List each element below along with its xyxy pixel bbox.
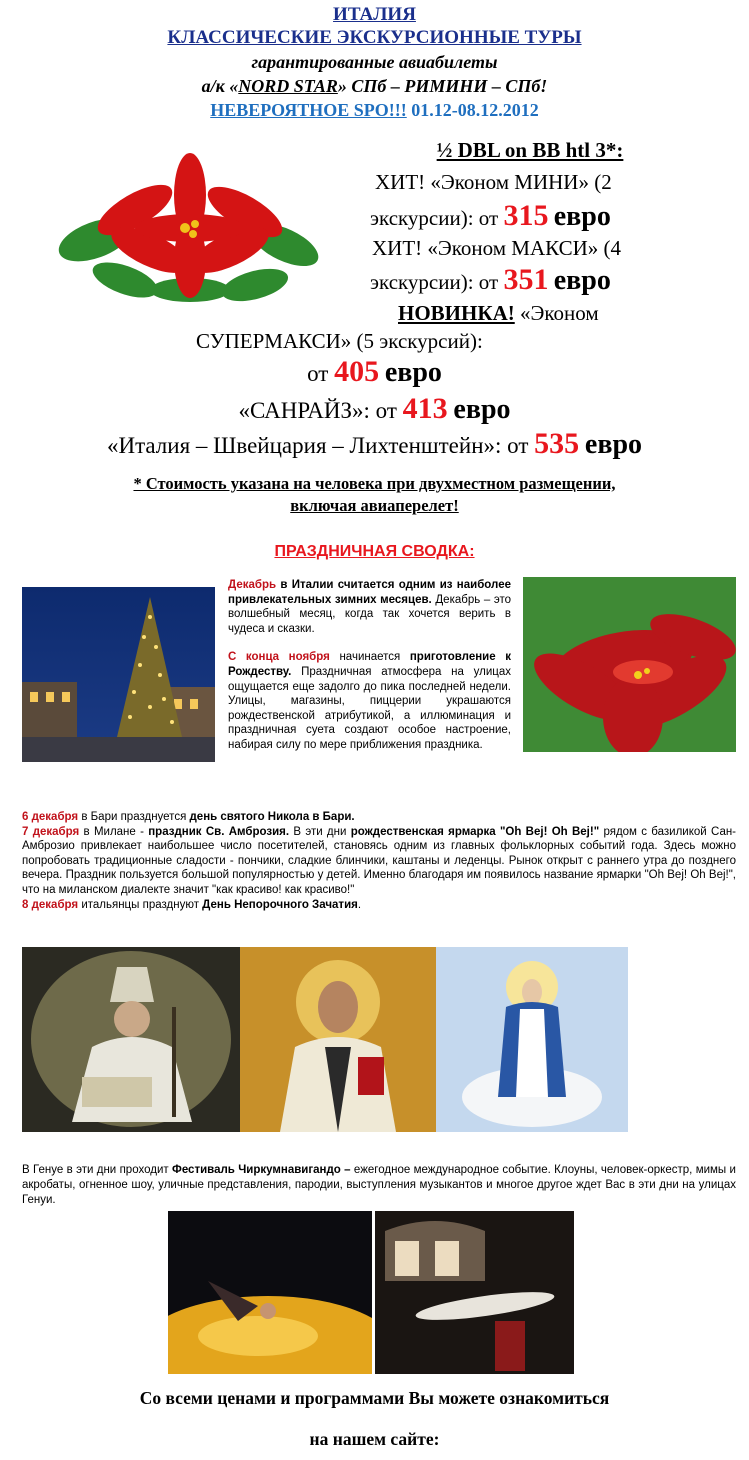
events-text xyxy=(22,810,736,912)
event-8-dec: 8 декабря итальянцы празднуют День Непорочного Зачатия. xyxy=(22,898,362,911)
poinsettia-image-top xyxy=(55,150,322,302)
saint-nicholas-image xyxy=(240,947,436,1132)
festival-performance-image xyxy=(375,1211,574,1374)
subtitle-tickets: гарантированные авиабилеты xyxy=(251,52,498,72)
offer-heading: ½ DBL on BB htl 3*: xyxy=(436,138,624,162)
offer-3-line-b: СУПЕРМАКСИ» (5 экскурсий): xyxy=(196,329,483,353)
subtitle-airline: а/к «NORD STAR» СПб – РИМИНИ – СПб! xyxy=(201,76,548,96)
december-text: Декабрь в Италии считается одним из наиболее привлекательных зимних месяцев. Декабрь – это волшебный месяц, когда так хочется верить в чудеса и сказки. С конца ноября начинается приготовление к Рождеству. Праздничная атмосфера на улицах ощущается еще задолго до пика последней недели. Улицы, магазины, пиццерии украшаются рождественской атрибутикой, а иллюминация и праздничная суета создают особое настроение, набирая силу по мере приближения праздника. xyxy=(228,579,511,751)
virgin-mary-image xyxy=(436,947,628,1132)
genoa-text: В Генуе в эти дни проходит Фестиваль Чиркумнавигандо – ежегодное международное событие. Клоуны, человек-оркестр, мимы и акробаты, огненное шоу, уличные представления, пародии, выступления музыкантов и многое другое ждет Вас в эти дни на улицах Генуи. xyxy=(22,1164,736,1206)
offer-4-line: «САНРАЙЗ»: от 413 евро xyxy=(238,392,511,425)
footer-line-1: Со всеми ценами и программами Вы можете ознакомиться xyxy=(139,1388,610,1408)
poinsettia-image-right xyxy=(523,577,736,752)
offer-4-price: 413 xyxy=(402,392,448,425)
offer-5-price: 535 xyxy=(534,427,580,460)
summary-title: ПРАЗДНИЧНАЯ СВОДКА: xyxy=(274,543,475,560)
event-6-dec: 6 декабря в Бари празднуется день святого Никола в Бари. xyxy=(22,811,355,823)
offer-3-line-a: НОВИНКА! «Эконом xyxy=(398,301,599,325)
offer-1-line-b: экскурсии): от 315 евро xyxy=(370,199,611,232)
saint-ambrose-image xyxy=(22,947,240,1132)
offer-1-price: 315 xyxy=(503,199,549,232)
offer-2-price: 351 xyxy=(503,263,549,296)
spo-line: НЕВЕРОЯТНОЕ SPO!!! 01.12-08.12.2012 xyxy=(210,100,539,120)
offer-3-line-c: от 405 евро xyxy=(307,355,442,388)
offer-1-line-a: ХИТ! «Эконом МИНИ» (2 xyxy=(375,170,612,194)
price-note: * Стоимость указана на человека при двухместном размещении, включая авиаперелет! xyxy=(133,474,616,515)
christmas-tree-image xyxy=(22,587,215,762)
spo-link[interactable]: НЕВЕРОЯТНОЕ SPO!!! xyxy=(210,100,407,120)
offer-5-line: «Италия – Швейцария – Лихтенштейн»: от 535 евро xyxy=(106,427,643,460)
festival-acrobat-image xyxy=(168,1211,372,1374)
footer-line-2: на нашем сайте: xyxy=(309,1429,440,1449)
offer-2-line-b: экскурсии): от 351 евро xyxy=(370,263,611,296)
event-7-dec: 7 декабря в Милане - праздник Св. Амброзия. В эти дни рождественская ярмарка "Oh Bej! Oh Bej!" рядом с базиликой Сан-Амброзио привлекает наибольшее число посетителей, становясь одним из главных фольклорных событий года. Здесь можно попробовать традиционные сладости - пончики, сладкие блинчики, каштаны и леденцы. Рынок открыт с раннего утра до позднего вечера. Праздник пользуется большой популярностью у детей. Именно благодаря им появилось название ярмарки "Oh Bej! Oh Bej!", что на миланском диалекте значит "как красиво! как красиво!" xyxy=(22,825,737,896)
title-italy: ИТАЛИЯ xyxy=(333,4,416,25)
offer-2-line-a: ХИТ! «Эконом МАКСИ» (4 xyxy=(372,236,622,260)
title-tours: КЛАССИЧЕСКИЕ ЭКСКУРСИОННЫЕ ТУРЫ xyxy=(167,27,582,48)
offer-3-price: 405 xyxy=(334,355,380,388)
